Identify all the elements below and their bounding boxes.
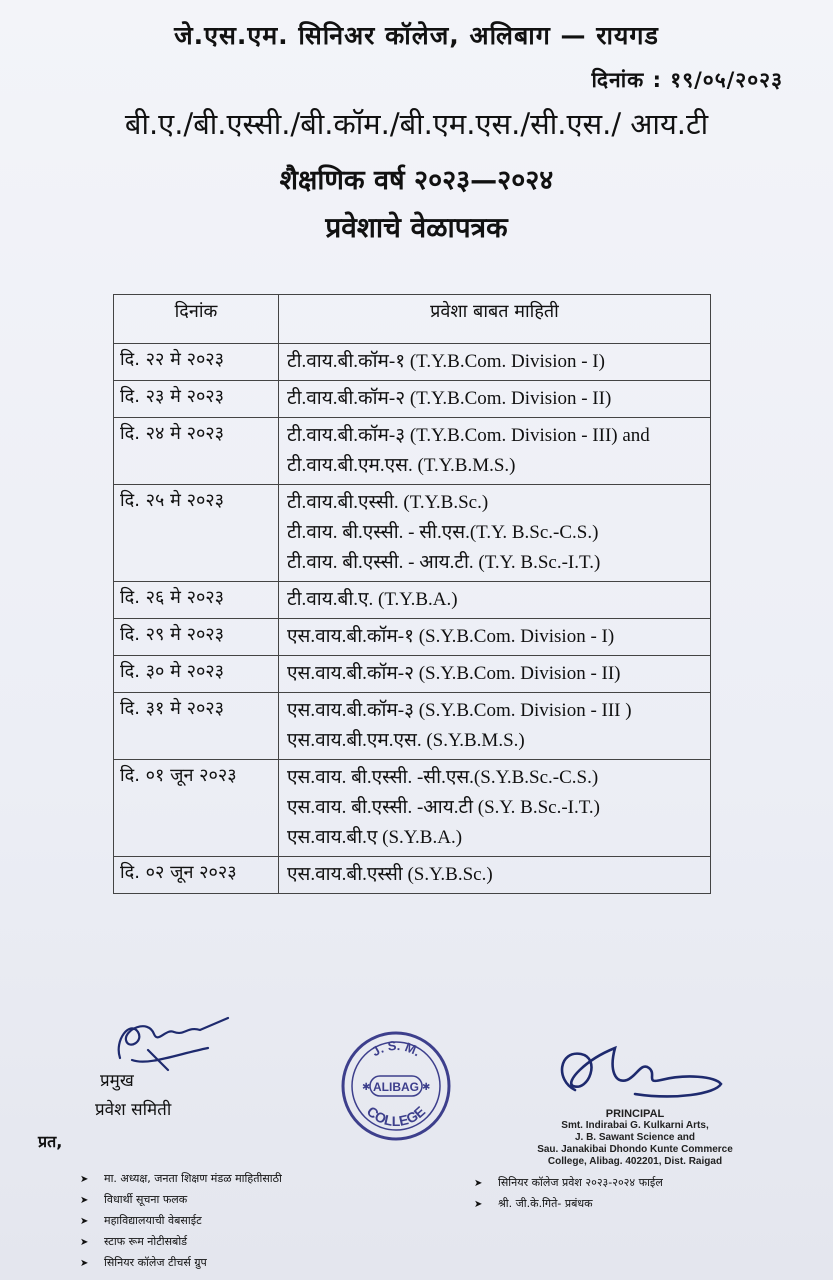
principal-line: Sau. Janakibai Dhondo Kunte Commerce: [537, 1144, 733, 1155]
principal-line: Smt. Indirabai G. Kulkarni Arts,: [561, 1120, 709, 1131]
arrow-icon: ➤: [80, 1216, 89, 1227]
schedule-date: दि. २५ मे २०२३: [114, 485, 279, 582]
schedule-info-line: एस.वाय.बी.एस्सी (S.Y.B.Sc.): [287, 864, 493, 885]
schedule-info-line: एस.वाय. बी.एस्सी. -आय.टी (S.Y. B.Sc.-I.T.): [287, 797, 601, 818]
document-title: प्रवेशाचे वेळापत्रक: [325, 211, 508, 244]
courses-line: बी.ए./बी.एस्सी./बी.कॉम./बी.एम.एस./सी.एस./ आय.टी: [124, 107, 709, 141]
list-item: ➤ स्टाफ रूम नोटीसबोर्ड: [80, 1231, 282, 1252]
table-row: [114, 857, 711, 894]
academic-year: शैक्षणिक वर्ष २०२३—२०२४: [279, 165, 554, 196]
table-row: [114, 760, 711, 857]
schedule-info-line: टी.वाय.बी.ए. (T.Y.B.A.): [287, 589, 458, 610]
principal-stamp: [520, 1108, 750, 1168]
schedule-info-line: टी.वाय. बी.एस्सी. - आय.टी. (T.Y. B.Sc.-I.T.): [287, 552, 601, 573]
committee-head-label: प्रमुख: [100, 1071, 134, 1091]
committee-name-label: प्रवेश समिती: [95, 1100, 172, 1120]
schedule-info-line: टी.वाय.बी.कॉम-३ (T.Y.B.Com. Division - III) and: [287, 425, 650, 446]
table-row: [114, 418, 711, 485]
schedule-date: दि. २६ मे २०२३: [114, 582, 279, 619]
schedule-date: दि. २९ मे २०२३: [114, 619, 279, 656]
svg-text:✱: ✱: [362, 1082, 371, 1093]
schedule-info-line: टी.वाय.बी.कॉम-१ (T.Y.B.Com. Division - I): [287, 351, 605, 372]
schedule-date: दि. २३ मे २०२३: [114, 381, 279, 418]
table-body: [114, 344, 711, 894]
seal-top-text: J. S. M.: [368, 1037, 424, 1060]
table-row: [114, 582, 711, 619]
schedule-date: दि. २४ मे २०२३: [114, 418, 279, 485]
schedule-info: [279, 693, 711, 760]
schedule-date: दि. २२ मे २०२३: [114, 344, 279, 381]
principal-line: College, Alibag. 402201, Dist. Raigad: [547, 1156, 723, 1167]
schedule-info: [279, 418, 711, 485]
arrow-icon: ➤: [80, 1237, 89, 1248]
principal-signature: [545, 1040, 735, 1110]
schedule-info: [279, 656, 711, 693]
table-row: [114, 693, 711, 760]
schedule-date: दि. ३१ मे २०२३: [114, 693, 279, 760]
arrow-icon: ➤: [80, 1174, 89, 1185]
schedule-info-line: टी.वाय. बी.एस्सी. - सी.एस.(T.Y. B.Sc.-C.S.): [287, 522, 599, 543]
arrow-icon: ➤: [80, 1258, 89, 1269]
list-item: ➤ महाविद्यालयाची वेबसाईट: [80, 1210, 282, 1231]
table-row: [114, 485, 711, 582]
arrow-icon: ➤: [474, 1178, 483, 1189]
schedule-info: [279, 619, 711, 656]
copy-to-label: प्रत,: [38, 1132, 63, 1151]
schedule-info-line: एस.वाय.बी.कॉम-३ (S.Y.B.Com. Division - III ): [287, 700, 632, 721]
table-header-row: [114, 295, 711, 344]
list-item: ➤ सिनियर कॉलेज टीचर्स ग्रुप: [80, 1252, 282, 1273]
table-row: [114, 619, 711, 656]
schedule-info: [279, 582, 711, 619]
seal-center-text: ALIBAG: [373, 1080, 419, 1094]
schedule-info-line: एस.वाय.बी.कॉम-२ (S.Y.B.Com. Division - II): [287, 663, 621, 684]
schedule-info-line: एस.वाय.बी.ए (S.Y.B.A.): [287, 827, 463, 848]
arrow-icon: ➤: [474, 1199, 483, 1210]
schedule-info: [279, 485, 711, 582]
notice-date: दिनांक : १९/०५/२०२३: [591, 68, 783, 92]
arrow-icon: ➤: [80, 1195, 89, 1206]
table-row: [114, 344, 711, 381]
list-item: ➤ श्री. जी.के.गिते- प्रबंधक: [474, 1193, 663, 1214]
info-column-header: प्रवेशा बाबत माहिती: [279, 295, 711, 344]
schedule-info-line: एस.वाय.बी.कॉम-१ (S.Y.B.Com. Division - I): [287, 626, 615, 647]
date-column-header: दिनांक: [114, 295, 279, 344]
admission-schedule-table: [113, 294, 711, 894]
schedule-info: [279, 857, 711, 894]
distribution-list-left: [80, 1168, 282, 1273]
distribution-list-right: [474, 1172, 663, 1214]
list-item: ➤ विधार्थी सूचना फलक: [80, 1189, 282, 1210]
schedule-info: [279, 381, 711, 418]
schedule-info: [279, 344, 711, 381]
schedule-info: [279, 760, 711, 857]
schedule-info-line: टी.वाय.बी.कॉम-२ (T.Y.B.Com. Division - II): [287, 388, 612, 409]
svg-text:✱: ✱: [422, 1082, 431, 1093]
schedule-info-line: टी.वाय.बी.एम.एस. (T.Y.B.M.S.): [287, 455, 516, 476]
schedule-info-line: एस.वाय. बी.एस्सी. -सी.एस.(S.Y.B.Sc.-C.S.): [287, 767, 599, 788]
list-item: ➤ सिनियर कॉलेज प्रवेश २०२३-२०२४ फाईल: [474, 1172, 663, 1193]
college-name: जे.एस.एम. सिनिअर कॉलेज, अलिबाग — रायगड: [174, 21, 659, 50]
college-seal: [340, 1030, 452, 1142]
principal-line: J. B. Sawant Science and: [574, 1132, 696, 1143]
seal-bottom-text: COLLEGE: [363, 1102, 429, 1129]
schedule-info-line: एस.वाय.बी.एम.एस. (S.Y.B.M.S.): [287, 730, 525, 751]
list-item: ➤ मा. अध्यक्ष, जनता शिक्षण मंडळ माहितीसाठी: [80, 1168, 282, 1189]
schedule-date: दि. ०२ जून २०२३: [114, 857, 279, 894]
schedule-date: दि. ३० मे २०२३: [114, 656, 279, 693]
schedule-info-line: टी.वाय.बी.एस्सी. (T.Y.B.Sc.): [287, 492, 489, 513]
table-row: [114, 381, 711, 418]
schedule-date: दि. ०१ जून २०२३: [114, 760, 279, 857]
table-row: [114, 656, 711, 693]
principal-title: PRINCIPAL: [605, 1108, 665, 1120]
